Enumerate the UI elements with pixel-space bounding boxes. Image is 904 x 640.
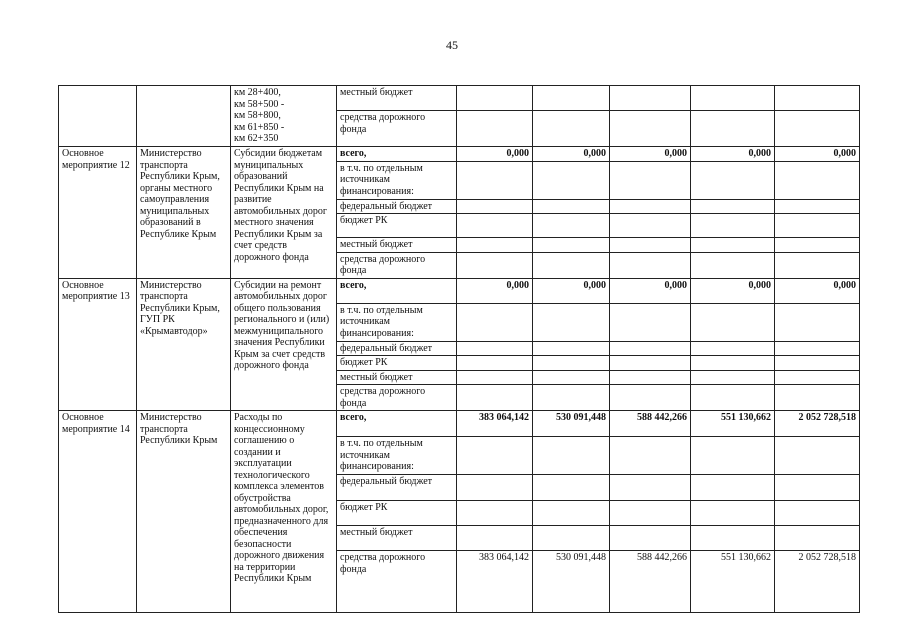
source-cell: местный бюджет <box>337 526 457 551</box>
event-cell <box>59 86 137 147</box>
description-cell: Субсидии бюджетам муниципальных образований Республики Крым на развитие автомобильных дорог местного значения Республики Крым за счет средств дорожного фонда <box>231 147 337 279</box>
table-row <box>59 411 860 437</box>
event-cell: Основное мероприятие 13 <box>59 278 137 411</box>
source-cell: федеральный бюджет <box>337 475 457 501</box>
value-cell: 2 052 728,518 <box>775 551 860 613</box>
source-cell: в т.ч. по отдельным источникам финансирования: <box>337 161 457 199</box>
source-cell: всего, <box>337 278 457 303</box>
program-table <box>58 85 860 613</box>
value-cell: 530 091,448 <box>533 551 610 613</box>
value-cell: 0,000 <box>691 278 775 303</box>
value-cell: 0,000 <box>457 147 533 162</box>
value-cell: 0,000 <box>610 278 691 303</box>
value-cell: 0,000 <box>533 278 610 303</box>
executor-cell: Министерство транспорта Республики Крым, ГУП РК «Крымавтодор» <box>137 278 231 411</box>
value-cell: 551 130,662 <box>691 411 775 437</box>
value-cell: 0,000 <box>457 278 533 303</box>
executor-cell <box>137 86 231 147</box>
source-cell: местный бюджет <box>337 86 457 111</box>
source-cell: средства дорожного фонда <box>337 252 457 278</box>
page-number: 45 <box>446 38 458 52</box>
value-cell: 0,000 <box>610 147 691 162</box>
event-cell: Основное мероприятие 14 <box>59 411 137 613</box>
source-cell: местный бюджет <box>337 238 457 253</box>
table-row <box>59 147 860 162</box>
source-cell: средства дорожного фонда <box>337 111 457 147</box>
source-cell: бюджет РК <box>337 501 457 526</box>
value-cell: 383 064,142 <box>457 411 533 437</box>
value-cell: 2 052 728,518 <box>775 411 860 437</box>
location-cell: км 28+400, км 58+500 - км 58+800, км 61+850 - км 62+350 <box>231 86 337 147</box>
value-cell: 0,000 <box>533 147 610 162</box>
source-cell: в т.ч. по отдельным источникам финансирования: <box>337 303 457 341</box>
source-cell: федеральный бюджет <box>337 199 457 214</box>
table-row <box>59 278 860 303</box>
value-cell: 588 442,266 <box>610 411 691 437</box>
source-cell: федеральный бюджет <box>337 341 457 356</box>
value-cell: 0,000 <box>691 147 775 162</box>
source-cell: в т.ч. по отдельным источникам финансирования: <box>337 437 457 475</box>
source-cell: всего, <box>337 411 457 437</box>
value-cell: 588 442,266 <box>610 551 691 613</box>
value-cell: 551 130,662 <box>691 551 775 613</box>
value-cell: 0,000 <box>775 147 860 162</box>
source-cell: местный бюджет <box>337 370 457 385</box>
value-cell: 383 064,142 <box>457 551 533 613</box>
source-cell: бюджет РК <box>337 356 457 371</box>
value-cell: 0,000 <box>775 278 860 303</box>
source-cell: всего, <box>337 147 457 162</box>
source-cell: средства дорожного фонда <box>337 385 457 411</box>
event-cell: Основное мероприятие 12 <box>59 147 137 279</box>
source-cell: бюджет РК <box>337 214 457 238</box>
source-cell: средства дорожного фонда <box>337 551 457 613</box>
value-cell: 530 091,448 <box>533 411 610 437</box>
description-cell: Субсидии на ремонт автомобильных дорог общего пользования регионального и (или) межмуниципального значения Республики Крым за счет средств дорожного фонда <box>231 278 337 411</box>
table-row <box>59 86 860 111</box>
description-cell: Расходы по концессионному соглашению о создании и эксплуатации технологического комплекса элементов обустройства автомобильных дорог, предназначенного для обеспечения безопасности дорожного движения на территории Республики Крым <box>231 411 337 613</box>
executor-cell: Министерство транспорта Республики Крым <box>137 411 231 613</box>
executor-cell: Министерство транспорта Республики Крым, органы местного самоуправления муниципальных образований в Республике Крым <box>137 147 231 279</box>
